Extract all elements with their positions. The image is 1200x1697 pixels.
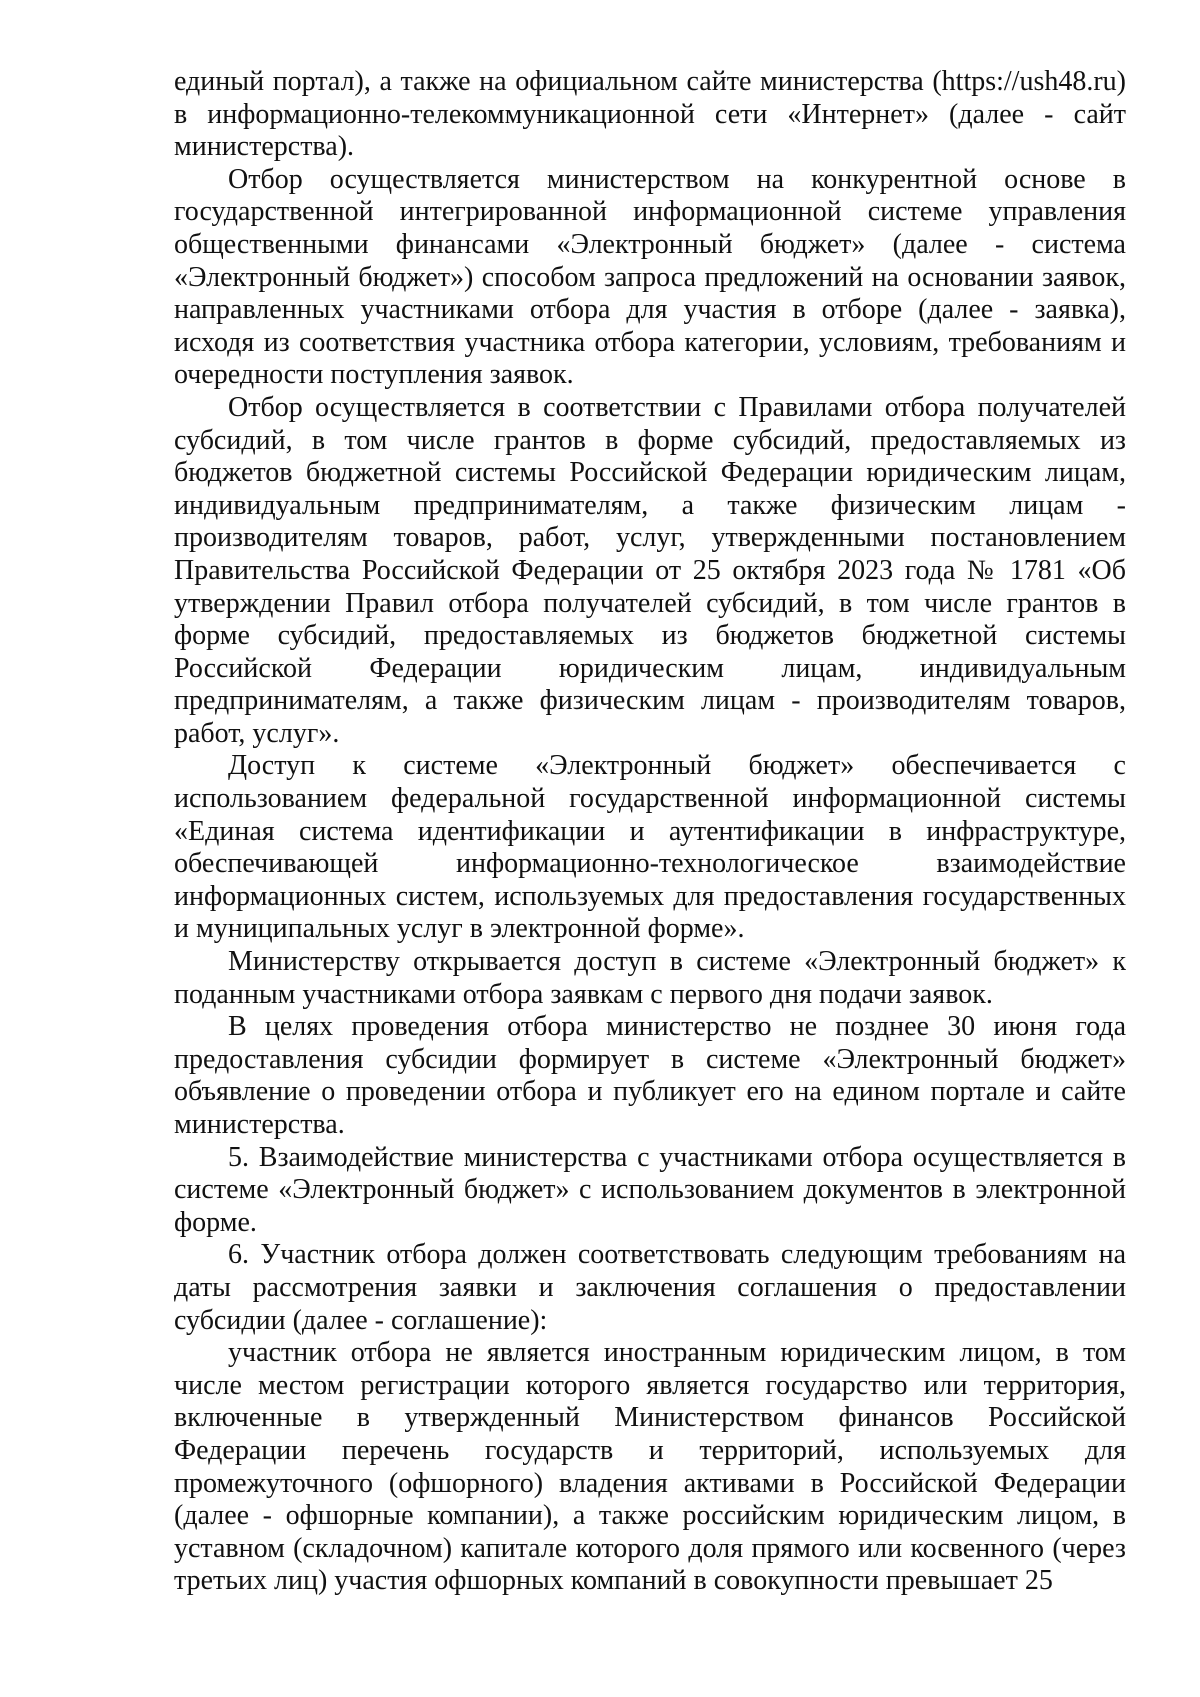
paragraph-ministry-access: Министерству открывается доступ в системе «Электронный бюджет» к поданным участниками отбора заявкам с первого дня подачи заявок. bbox=[174, 946, 1126, 1010]
paragraph-announcement: В целях проведения отбора министерство не позднее 30 июня года предоставления субсидии формирует в системе «Электронный бюджет» объявление о проведении отбора и публикует его на едином портале и сайте министерства. bbox=[174, 1011, 1126, 1140]
paragraph-portal-continuation: единый портал), а также на официальном сайте министерства (https://ush48.ru) в информационно-телекоммуникационной сети «Интернет» (далее - сайт министерства). bbox=[174, 66, 1126, 163]
paragraph-selection-basis: Отбор осуществляется министерством на конкурентной основе в государственной интегрированной информационной системе управления общественными финансами «Электронный бюджет» (далее - система «Электронный бюджет») способом запроса предложений на основании заявок, направленных участниками отбора для участия в отборе (далее - заявка), исходя из соответствия участника отбора категории, условиям, требованиям и очередности поступления заявок. bbox=[174, 163, 1126, 391]
paragraph-item-5-interaction: 5. Взаимодействие министерства с участниками отбора осуществляется в системе «Электронный бюджет» с использованием документов в электронной форме. bbox=[174, 1141, 1126, 1238]
paragraph-system-access: Доступ к системе «Электронный бюджет» обеспечивается с использованием федеральной государственной информационной системы «Единая система идентификации и аутентификации в инфраструктуре, обеспечивающей информационно-технологическое взаимодействие информационных систем, используемых для предоставления государственных и муниципальных услуг в электронной форме». bbox=[174, 750, 1126, 945]
document-page bbox=[174, 66, 1126, 1598]
paragraph-item-6-requirements: 6. Участник отбора должен соответствовать следующим требованиям на даты рассмотрения заявки и заключения соглашения о предоставлении субсидии (далее - соглашение): bbox=[174, 1239, 1126, 1336]
paragraph-offshore-requirement: участник отбора не является иностранным юридическим лицом, в том числе местом регистрации которого является государство или территория, включенные в утвержденный Министерством финансов Российской Федерации перечень государств и территорий, используемых для промежуточного (офшорного) владения активами в Российской Федерации (далее - офшорные компании), а также российским юридическим лицом, в уставном (складочном) капитале которого доля прямого или косвенного (через третьих лиц) участия офшорных компаний в совокупности превышает 25 bbox=[174, 1337, 1126, 1597]
paragraph-selection-rules: Отбор осуществляется в соответствии с Правилами отбора получателей субсидий, в том числе грантов в форме субсидий, предоставляемых из бюджетов бюджетной системы Российской Федерации юридическим лицам, индивидуальным предпринимателям, а также физическим лицам - производителям товаров, работ, услуг, утвержденными постановлением Правительства Российской Федерации от 25 октября 2023 года № 1781 «Об утверждении Правил отбора получателей субсидий, в том числе грантов в форме субсидий, предоставляемых из бюджетов бюджетной системы Российской Федерации юридическим лицам, индивидуальным предпринимателям, а также физическим лицам - производителям товаров, работ, услуг». bbox=[174, 391, 1126, 749]
